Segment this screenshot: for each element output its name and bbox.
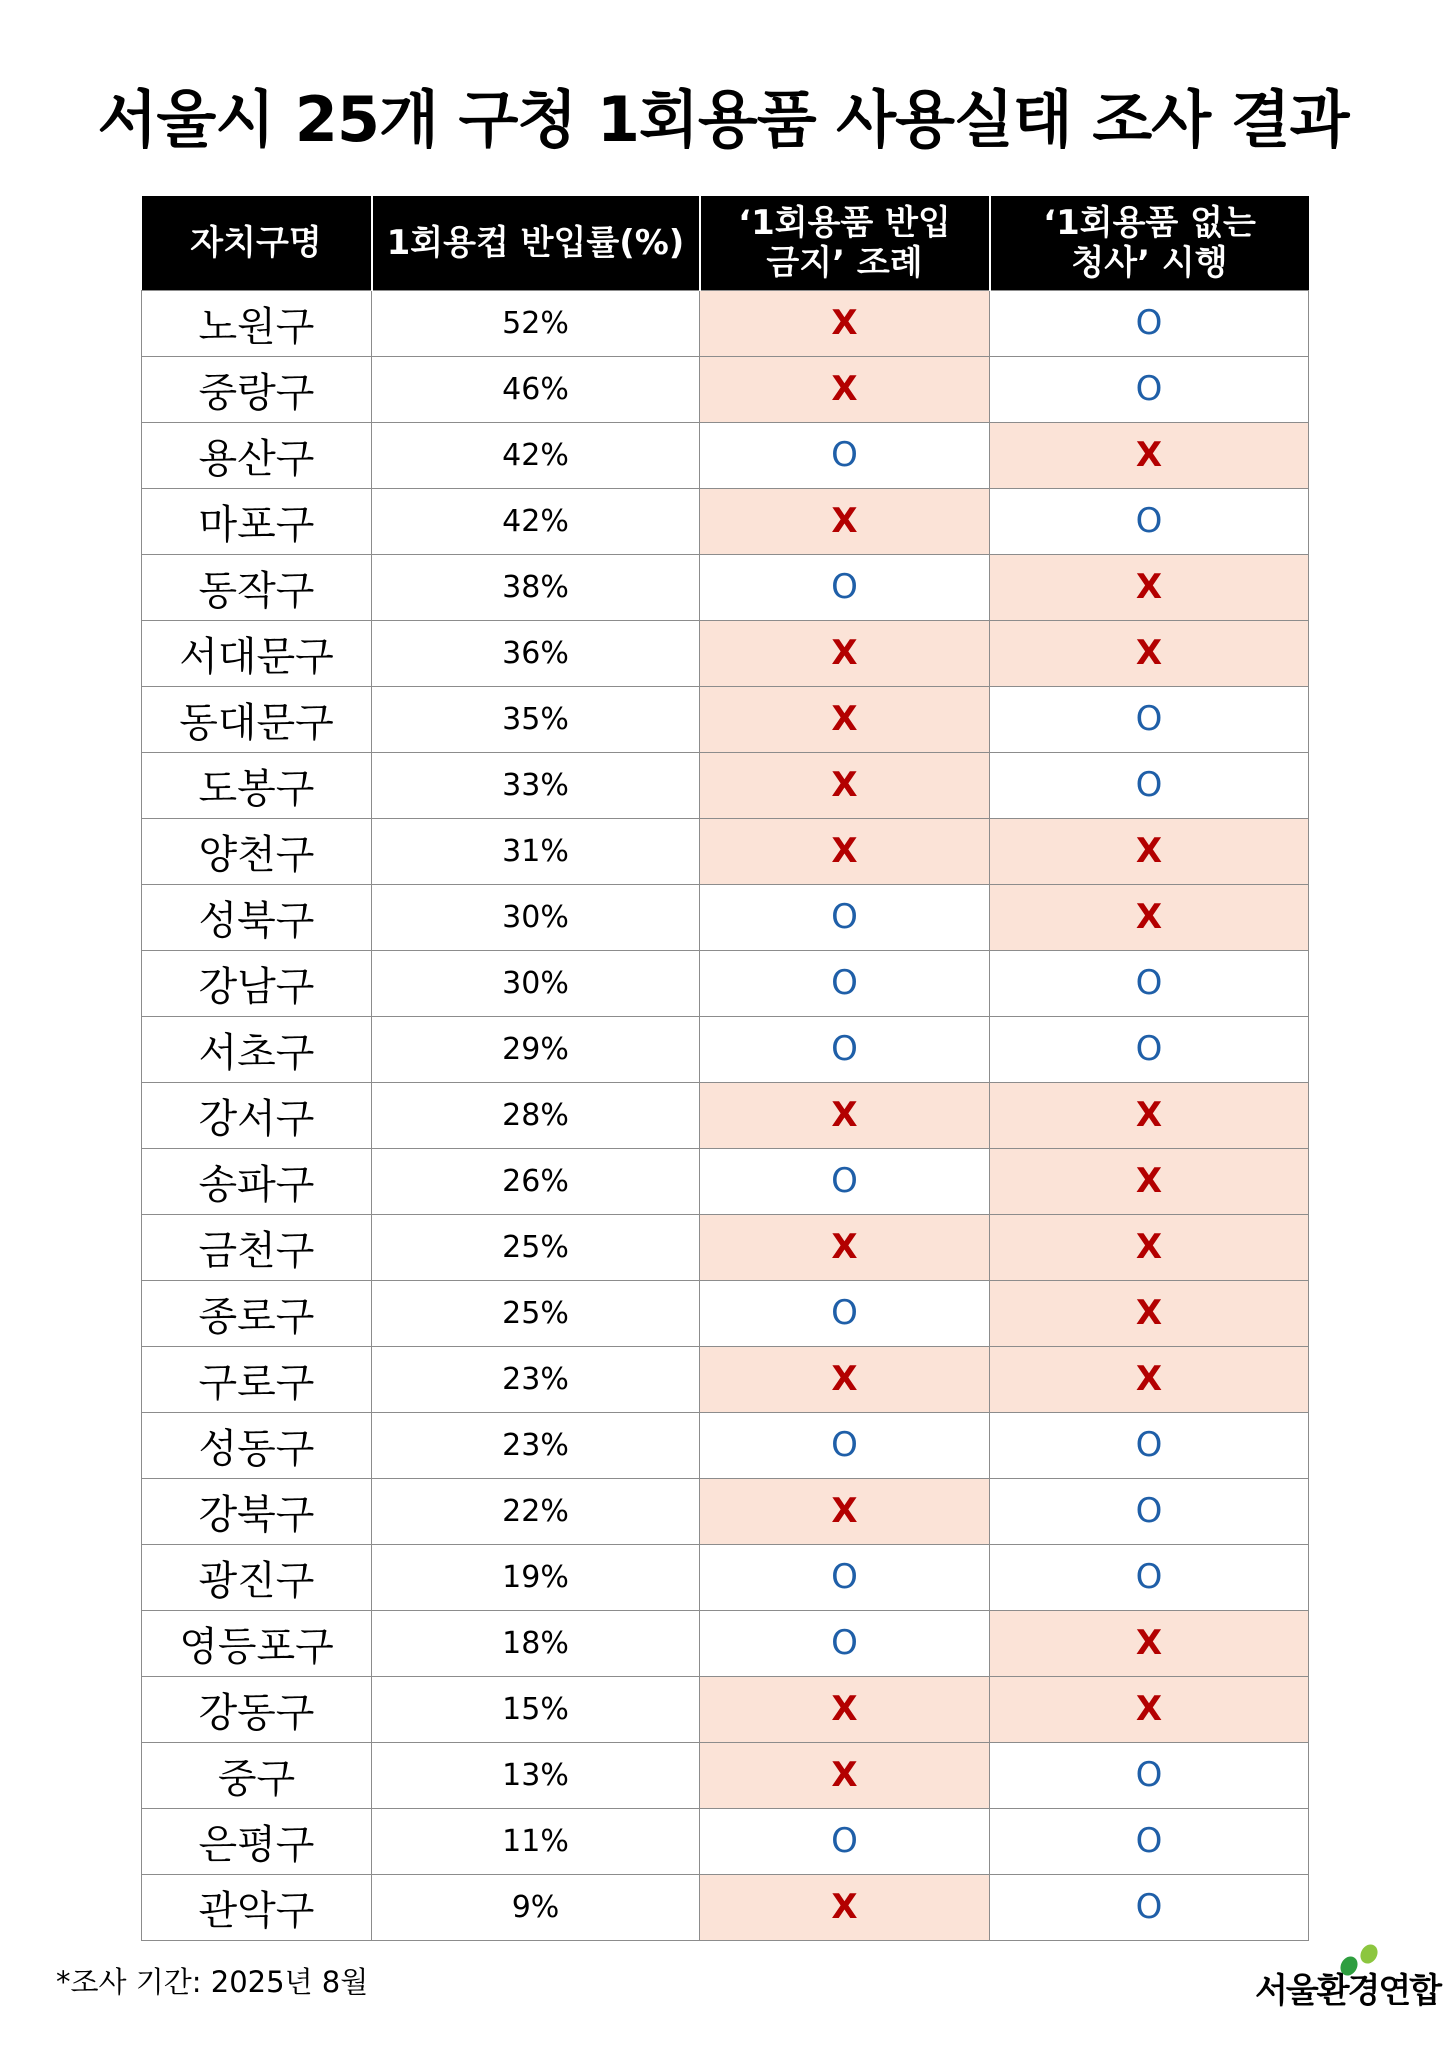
table-row — [142, 1478, 1309, 1544]
cup-rate-value: 30% — [372, 950, 700, 1016]
table-row — [142, 488, 1309, 554]
table-row — [142, 554, 1309, 620]
office-status: X — [990, 1148, 1309, 1214]
ordinance-status: X — [700, 1874, 990, 1940]
table-row — [142, 422, 1309, 488]
table-row — [142, 1148, 1309, 1214]
district-name: 노원구 — [142, 290, 372, 356]
ordinance-status: O — [700, 1544, 990, 1610]
cup-rate-value: 13% — [372, 1742, 700, 1808]
header-cup-rate: 1회용컵 반입률(%) — [372, 196, 700, 290]
office-status: X — [990, 1214, 1309, 1280]
header-district: 자치구명 — [142, 196, 372, 290]
table-row — [142, 884, 1309, 950]
district-name: 중구 — [142, 1742, 372, 1808]
district-name: 영등포구 — [142, 1610, 372, 1676]
district-name: 강동구 — [142, 1676, 372, 1742]
office-status: X — [990, 1280, 1309, 1346]
office-status: O — [990, 1412, 1309, 1478]
cup-rate-value: 26% — [372, 1148, 700, 1214]
office-status: O — [990, 488, 1309, 554]
ordinance-status: O — [700, 1016, 990, 1082]
ordinance-status: X — [700, 488, 990, 554]
district-name: 금천구 — [142, 1214, 372, 1280]
table-row — [142, 1676, 1309, 1742]
ordinance-status: X — [700, 1676, 990, 1742]
cup-rate-value: 35% — [372, 686, 700, 752]
table-row — [142, 818, 1309, 884]
district-name: 강서구 — [142, 1082, 372, 1148]
table-row — [142, 1610, 1309, 1676]
ordinance-status: X — [700, 1346, 990, 1412]
cup-rate-value: 46% — [372, 356, 700, 422]
cup-rate-value: 23% — [372, 1412, 700, 1478]
office-status: O — [990, 1478, 1309, 1544]
district-name: 송파구 — [142, 1148, 372, 1214]
cup-rate-value: 42% — [372, 422, 700, 488]
organization-logo — [1255, 1942, 1441, 2022]
district-name: 성북구 — [142, 884, 372, 950]
office-status: O — [990, 1808, 1309, 1874]
office-status: X — [990, 884, 1309, 950]
district-name: 동대문구 — [142, 686, 372, 752]
office-status: X — [990, 818, 1309, 884]
district-name: 서대문구 — [142, 620, 372, 686]
district-name: 구로구 — [142, 1346, 372, 1412]
cup-rate-value: 52% — [372, 290, 700, 356]
table-row — [142, 752, 1309, 818]
table-row — [142, 1082, 1309, 1148]
ordinance-status: X — [700, 818, 990, 884]
office-status: X — [990, 1346, 1309, 1412]
office-status: O — [990, 1016, 1309, 1082]
table-row — [142, 290, 1309, 356]
district-name: 중랑구 — [142, 356, 372, 422]
page-title: 서울시 25개 구청 1회용품 사용실태 조사 결과 — [97, 83, 1349, 156]
cup-rate-value: 42% — [372, 488, 700, 554]
office-status: O — [990, 356, 1309, 422]
ordinance-status: X — [700, 686, 990, 752]
district-name: 성동구 — [142, 1412, 372, 1478]
ordinance-status: O — [700, 1280, 990, 1346]
ordinance-status: O — [700, 422, 990, 488]
table-row — [142, 1346, 1309, 1412]
ordinance-status: O — [700, 554, 990, 620]
ordinance-status: X — [700, 1082, 990, 1148]
office-status: O — [990, 752, 1309, 818]
district-name: 서초구 — [142, 1016, 372, 1082]
district-name: 동작구 — [142, 554, 372, 620]
table-row — [142, 1214, 1309, 1280]
survey-period-footnote: *조사 기간: 2025년 8월 — [56, 1965, 369, 1999]
district-name: 마포구 — [142, 488, 372, 554]
table-row — [142, 686, 1309, 752]
office-status: X — [990, 554, 1309, 620]
office-status: O — [990, 1544, 1309, 1610]
district-name: 강북구 — [142, 1478, 372, 1544]
district-name: 용산구 — [142, 422, 372, 488]
table-row — [142, 1742, 1309, 1808]
table-body — [142, 290, 1309, 1940]
district-name: 양천구 — [142, 818, 372, 884]
cup-rate-value: 15% — [372, 1676, 700, 1742]
ordinance-status: X — [700, 356, 990, 422]
table-header-row — [142, 196, 1309, 290]
table-row — [142, 620, 1309, 686]
cup-rate-value: 25% — [372, 1280, 700, 1346]
cup-rate-value: 30% — [372, 884, 700, 950]
ordinance-status: X — [700, 290, 990, 356]
ordinance-status: O — [700, 1808, 990, 1874]
cup-rate-value: 38% — [372, 554, 700, 620]
table-row — [142, 356, 1309, 422]
district-name: 은평구 — [142, 1808, 372, 1874]
ordinance-status: O — [700, 1148, 990, 1214]
table-row — [142, 1412, 1309, 1478]
ordinance-status: X — [700, 1214, 990, 1280]
cup-rate-value: 25% — [372, 1214, 700, 1280]
ordinance-status: X — [700, 1478, 990, 1544]
office-status: X — [990, 422, 1309, 488]
table-row — [142, 1016, 1309, 1082]
cup-rate-value: 18% — [372, 1610, 700, 1676]
cup-rate-value: 33% — [372, 752, 700, 818]
cup-rate-value: 28% — [372, 1082, 700, 1148]
district-name: 광진구 — [142, 1544, 372, 1610]
district-name: 종로구 — [142, 1280, 372, 1346]
cup-rate-value: 19% — [372, 1544, 700, 1610]
table-row — [142, 950, 1309, 1016]
ordinance-status: O — [700, 1412, 990, 1478]
cup-rate-value: 29% — [372, 1016, 700, 1082]
office-status: X — [990, 1082, 1309, 1148]
cup-rate-value: 31% — [372, 818, 700, 884]
table-row — [142, 1544, 1309, 1610]
ordinance-status: O — [700, 950, 990, 1016]
header-ordinance: ‘1회용품 반입 금지’ 조례 — [700, 196, 990, 290]
ordinance-status: X — [700, 620, 990, 686]
header-office: ‘1회용품 없는 청사’ 시행 — [990, 196, 1309, 290]
office-status: O — [990, 950, 1309, 1016]
office-status: O — [990, 1874, 1309, 1940]
office-status: X — [990, 1610, 1309, 1676]
office-status: X — [990, 1676, 1309, 1742]
office-status: X — [990, 620, 1309, 686]
table-row — [142, 1808, 1309, 1874]
table-row — [142, 1874, 1309, 1940]
survey-table — [141, 196, 1309, 1941]
organization-logo-text: 서울환경연합 — [1255, 1971, 1441, 2011]
cup-rate-value: 36% — [372, 620, 700, 686]
table-row — [142, 1280, 1309, 1346]
cup-rate-value: 23% — [372, 1346, 700, 1412]
ordinance-status: O — [700, 1610, 990, 1676]
cup-rate-value: 11% — [372, 1808, 700, 1874]
ordinance-status: O — [700, 884, 990, 950]
district-name: 관악구 — [142, 1874, 372, 1940]
district-name: 강남구 — [142, 950, 372, 1016]
district-name: 도봉구 — [142, 752, 372, 818]
office-status: O — [990, 1742, 1309, 1808]
ordinance-status: X — [700, 752, 990, 818]
cup-rate-value: 9% — [372, 1874, 700, 1940]
cup-rate-value: 22% — [372, 1478, 700, 1544]
office-status: O — [990, 290, 1309, 356]
office-status: O — [990, 686, 1309, 752]
ordinance-status: X — [700, 1742, 990, 1808]
